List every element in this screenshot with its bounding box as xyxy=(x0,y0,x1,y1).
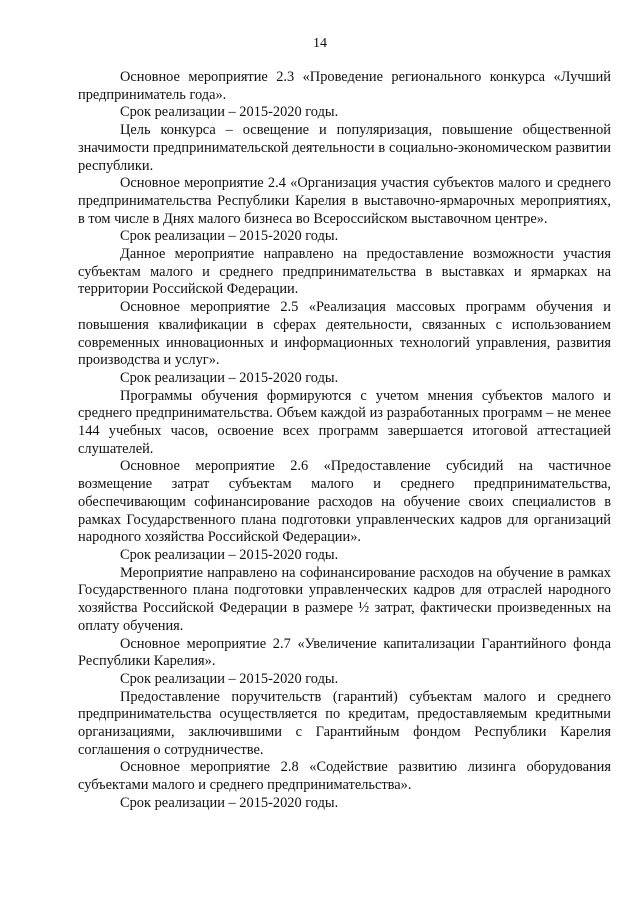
paragraph: Срок реализации – 2015-2020 годы. xyxy=(120,104,339,121)
paragraph: Цель конкурса – освещение и популяризация, повышение общественной значимости предпринимательской деятельности в социально-экономическом развитии республики. xyxy=(78,122,611,174)
paragraph: Основное мероприятие 2.3 «Проведение регионального конкурса «Лучший предприниматель года». xyxy=(78,69,611,103)
paragraph: Срок реализации – 2015-2020 годы. xyxy=(120,369,339,386)
paragraph: Срок реализации – 2015-2020 годы. xyxy=(120,794,339,811)
document-body xyxy=(78,69,611,813)
paragraph: Основное мероприятие 2.7 «Увеличение капитализации Гарантийного фонда Республики Карелия». xyxy=(78,635,611,670)
paragraph: Данное мероприятие направлено на предоставление возможности участия субъектам малого и среднего предпринимательства в выставках и ярмарках на территории Российской Федерации. xyxy=(78,246,611,298)
paragraph: Срок реализации – 2015-2020 годы. xyxy=(120,670,339,687)
paragraph: Основное мероприятие 2.8 «Содействие развитию лизинга оборудования субъектами малого и среднего предпринимательства». xyxy=(78,759,611,794)
paragraph: Основное мероприятие 2.4 «Организация участия субъектов малого и среднего предпринимательства Республики Карелия в выставочно-ярмарочных мероприятиях, в том числе в Днях малого бизнеса во Всероссийском выставочном центре». xyxy=(78,175,611,227)
paragraph: Программы обучения формируются с учетом мнения субъектов малого и среднего предпринимательства. Объем каждой из разработанных программ – не менее 144 учебных часов, освоение всех программ завершается итоговой аттестацией слушателей. xyxy=(78,387,611,457)
paragraph: Основное мероприятие 2.5 «Реализация массовых программ обучения и повышения квалификации в сферах деятельности, связанных с использованием современных инновационных и информационных технологий управления, развития производства и услуг». xyxy=(78,299,611,369)
paragraph: Предоставление поручительств (гарантий) субъектам малого и среднего предпринимательства осуществляется по кредитам, предоставляемым кредитными организациями, заключившими с Гарантийным фондом Республики Карелия соглашения о сотрудничестве. xyxy=(78,688,611,758)
paragraph: Срок реализации – 2015-2020 годы. xyxy=(120,546,339,563)
paragraph: Мероприятие направлено на софинансирование расходов на обучение в рамках Государственного плана подготовки управленческих кадров для отраслей народного хозяйства Российской Федерации в размере ½ затрат, фактически произведенных на оплату обучения. xyxy=(78,564,611,634)
page-number: 14 xyxy=(313,36,327,51)
paragraph: Основное мероприятие 2.6 «Предоставление субсидий на частичное возмещение затрат субъектам малого и среднего предпринимательства, обеспечивающим софинансирование расходов на обучение своих специалистов в рамках Государственного плана подготовки управленческих кадров для организаций народного хозяйства Российской Федерации». xyxy=(78,458,611,546)
paragraph: Срок реализации – 2015-2020 годы. xyxy=(120,228,339,245)
